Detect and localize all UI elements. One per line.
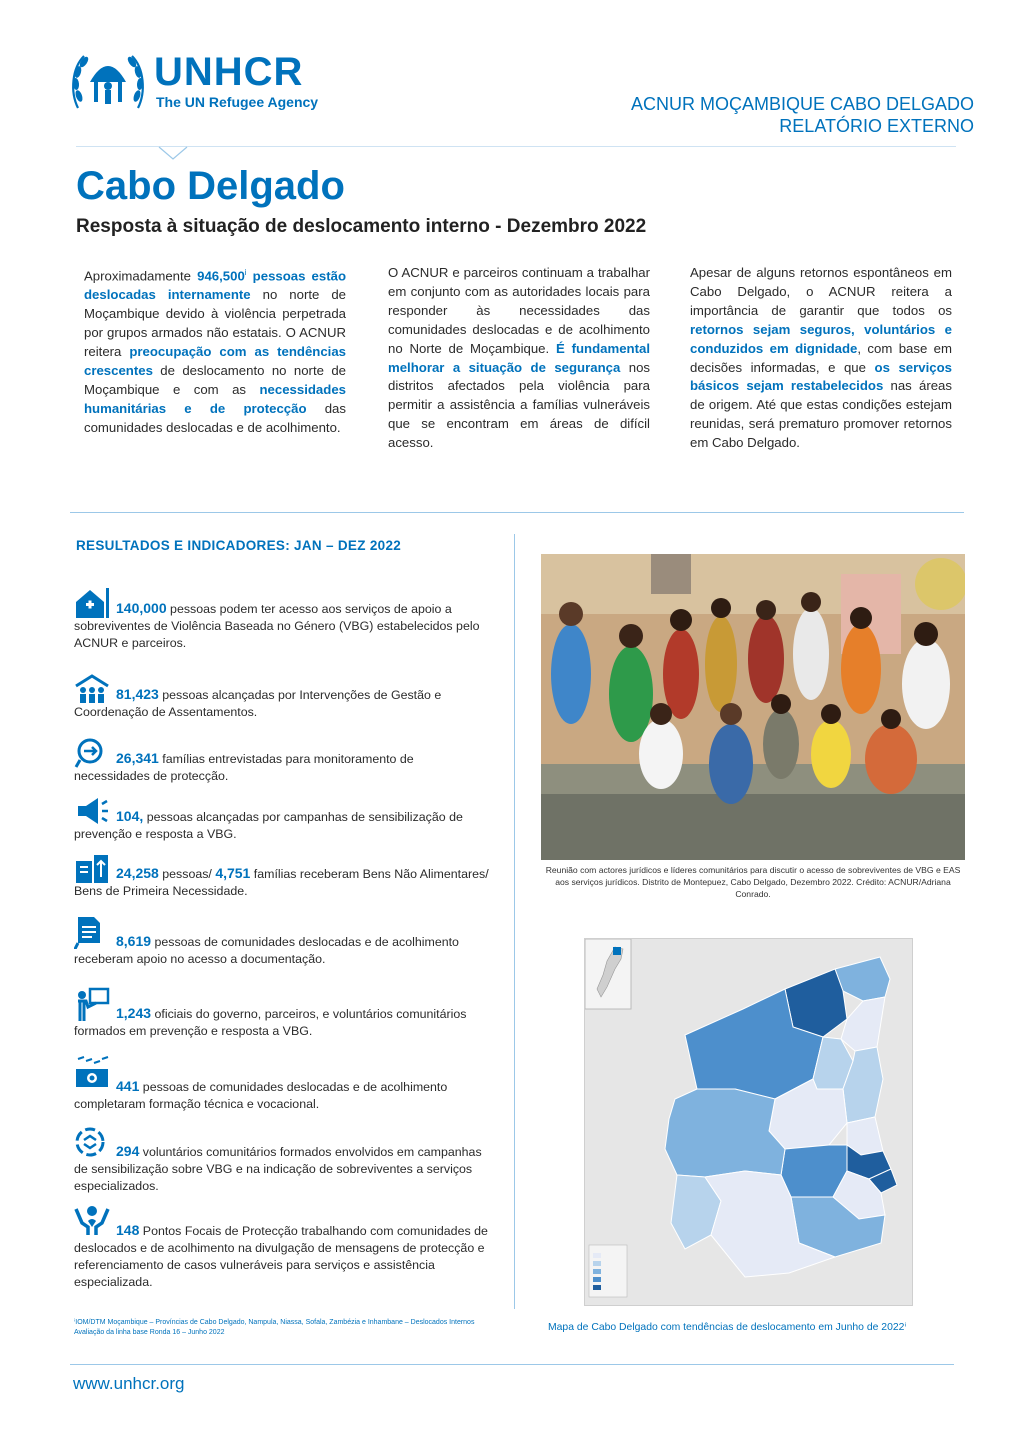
indicator-item: 1,243 oficiais do governo, parceiros, e voluntários comunitários formados em prevenção e resposta a VBG. [74, 1005, 492, 1040]
training-icon [74, 987, 110, 1021]
protection-icon [74, 1202, 110, 1238]
indicator-item: 441 pessoas de comunidades deslocadas e de acolhimento completaram formação técnica e vocacional. [74, 1078, 492, 1113]
shelter-people-icon [74, 674, 110, 704]
logo-name: UNHCR [154, 50, 304, 94]
results-heading: RESULTADOS E INDICADORES: JAN – DEZ 2022 [76, 538, 402, 553]
health-house-icon [74, 588, 110, 618]
indicator-item: 140,000 pessoas podem ter acesso aos serviços de apoio a sobreviventes de Violência Baseada no Género (VBG) estabelecidos pelo ACNUR e parceiros. [74, 600, 492, 652]
map-caption: Mapa de Cabo Delgado com tendências de deslocamento em Junho de 2022ⁱ [548, 1322, 907, 1333]
relief-items-icon [74, 853, 110, 883]
monitoring-icon [74, 738, 110, 768]
document-icon [74, 915, 110, 949]
bottom-divider [70, 1364, 954, 1365]
logo-subtitle: The UN Refugee Agency [156, 94, 319, 110]
footnote: ⁱIOM/DTM Moçambique – Províncias de Cabo Delgado, Nampula, Niassa, Sofala, Zambézia e Inhambane – Deslocados Internos Avaliação da linha base Ronda 16 – Junho 2022 [74, 1319, 475, 1336]
livelihood-icon [74, 1054, 110, 1090]
report-header-line2: RELATÓRIO EXTERNO [779, 116, 974, 136]
chevron-down-icon [158, 146, 188, 160]
unhcr-emblem-icon [70, 48, 146, 114]
report-header [631, 93, 974, 137]
meeting-photo-illustration [541, 554, 965, 860]
intro-column-3: Apesar de alguns retornos espontâneos em Cabo Delgado, o ACNUR reitera a importância de garantir que todos os retornos sejam seguros, voluntários e conduzidos em dignidade, com base em decisões informadas, e que os serviços básicos sejam restabelecidos nas áreas de origem. Até que estas condições estejam reunidas, será prematuro promover retornos em Cabo Delgado. [690, 265, 952, 451]
referral-icon [74, 1123, 110, 1159]
indicator-item: 104, pessoas alcançadas por campanhas de sensibilização de prevenção e resposta a VBG. [74, 808, 492, 843]
indicator-item: 81,423 pessoas alcançadas por Intervenções de Gestão e Coordenação de Assentamentos. [74, 686, 492, 721]
top-divider [76, 146, 956, 147]
column-divider [514, 534, 515, 1309]
report-header-line1: ACNUR MOÇAMBIQUE CABO DELGADO [630, 94, 974, 114]
photo-caption: Reunião com actores jurídicos e líderes comunitários para discutir o acesso de sobreviventes de VBG e EAS aos serviços jurídicos. Distrito de Montepuez, Cabo Delgado, Dezembro 2022. Crédito: ACNUR/Adriana Conrado. [545, 865, 961, 899]
indicator-item: 24,258 pessoas/ 4,751 famílias receberam Bens Não Alimentares/ Bens de Primeira Necessidade. [74, 865, 492, 900]
meeting-photo [541, 554, 965, 860]
intro-column-1: Aproximadamente 946,500$^i$ pessoas estão deslocadas internamente no norte de Moçambique devido à violência perpetrada por grupos armados não estatais. O ACNUR reitera preocupação com as tendências crescentes de deslocamento no norte de Moçambique e com as necessidades humanitárias e de protecção das comunidades deslocadas e de acolhimento. [84, 268, 347, 435]
page-subtitle: Resposta à situação de deslocamento interno - Dezembro 2022 [76, 216, 647, 237]
intro-column-2: O ACNUR e parceiros continuam a trabalhar em conjunto com as autoridades locais para responder às necessidades das comunidades deslocadas e de acolhimento no Norte de Moçambique. É fundamental melhorar a situação de segurança nos distritos afectados pela violência para permitir a assistência a famílias vulneráveis que se encontram em áreas de difícil acesso. [388, 265, 651, 451]
megaphone-icon [74, 796, 110, 826]
website-link[interactable]: www.unhcr.org [73, 1374, 185, 1393]
page-title: Cabo Delgado [76, 164, 345, 208]
indicator-item: 8,619 pessoas de comunidades deslocadas e de acolhimento receberam apoio no acesso a documentação. [74, 933, 492, 968]
cabo-delgado-map [585, 939, 913, 1306]
section-divider [70, 512, 964, 513]
district-map [584, 938, 913, 1306]
indicator-item: 148 Pontos Focais de Protecção trabalhando com comunidades de deslocados e de acolhimento na divulgação de mensagens de protecção e referenciamento de casos vulneráveis para serviços e assistência especializada. [74, 1222, 492, 1291]
indicator-item: 294 voluntários comunitários formados envolvidos em campanhas de sensibilização sobre VBG e na indicação de sobreviventes a serviços especializados. [74, 1143, 492, 1195]
district-montepuez [665, 1089, 785, 1177]
indicator-item: 26,341 famílias entrevistadas para monitoramento de necessidades de protecção. [74, 750, 492, 785]
unhcr-logo [70, 48, 350, 120]
